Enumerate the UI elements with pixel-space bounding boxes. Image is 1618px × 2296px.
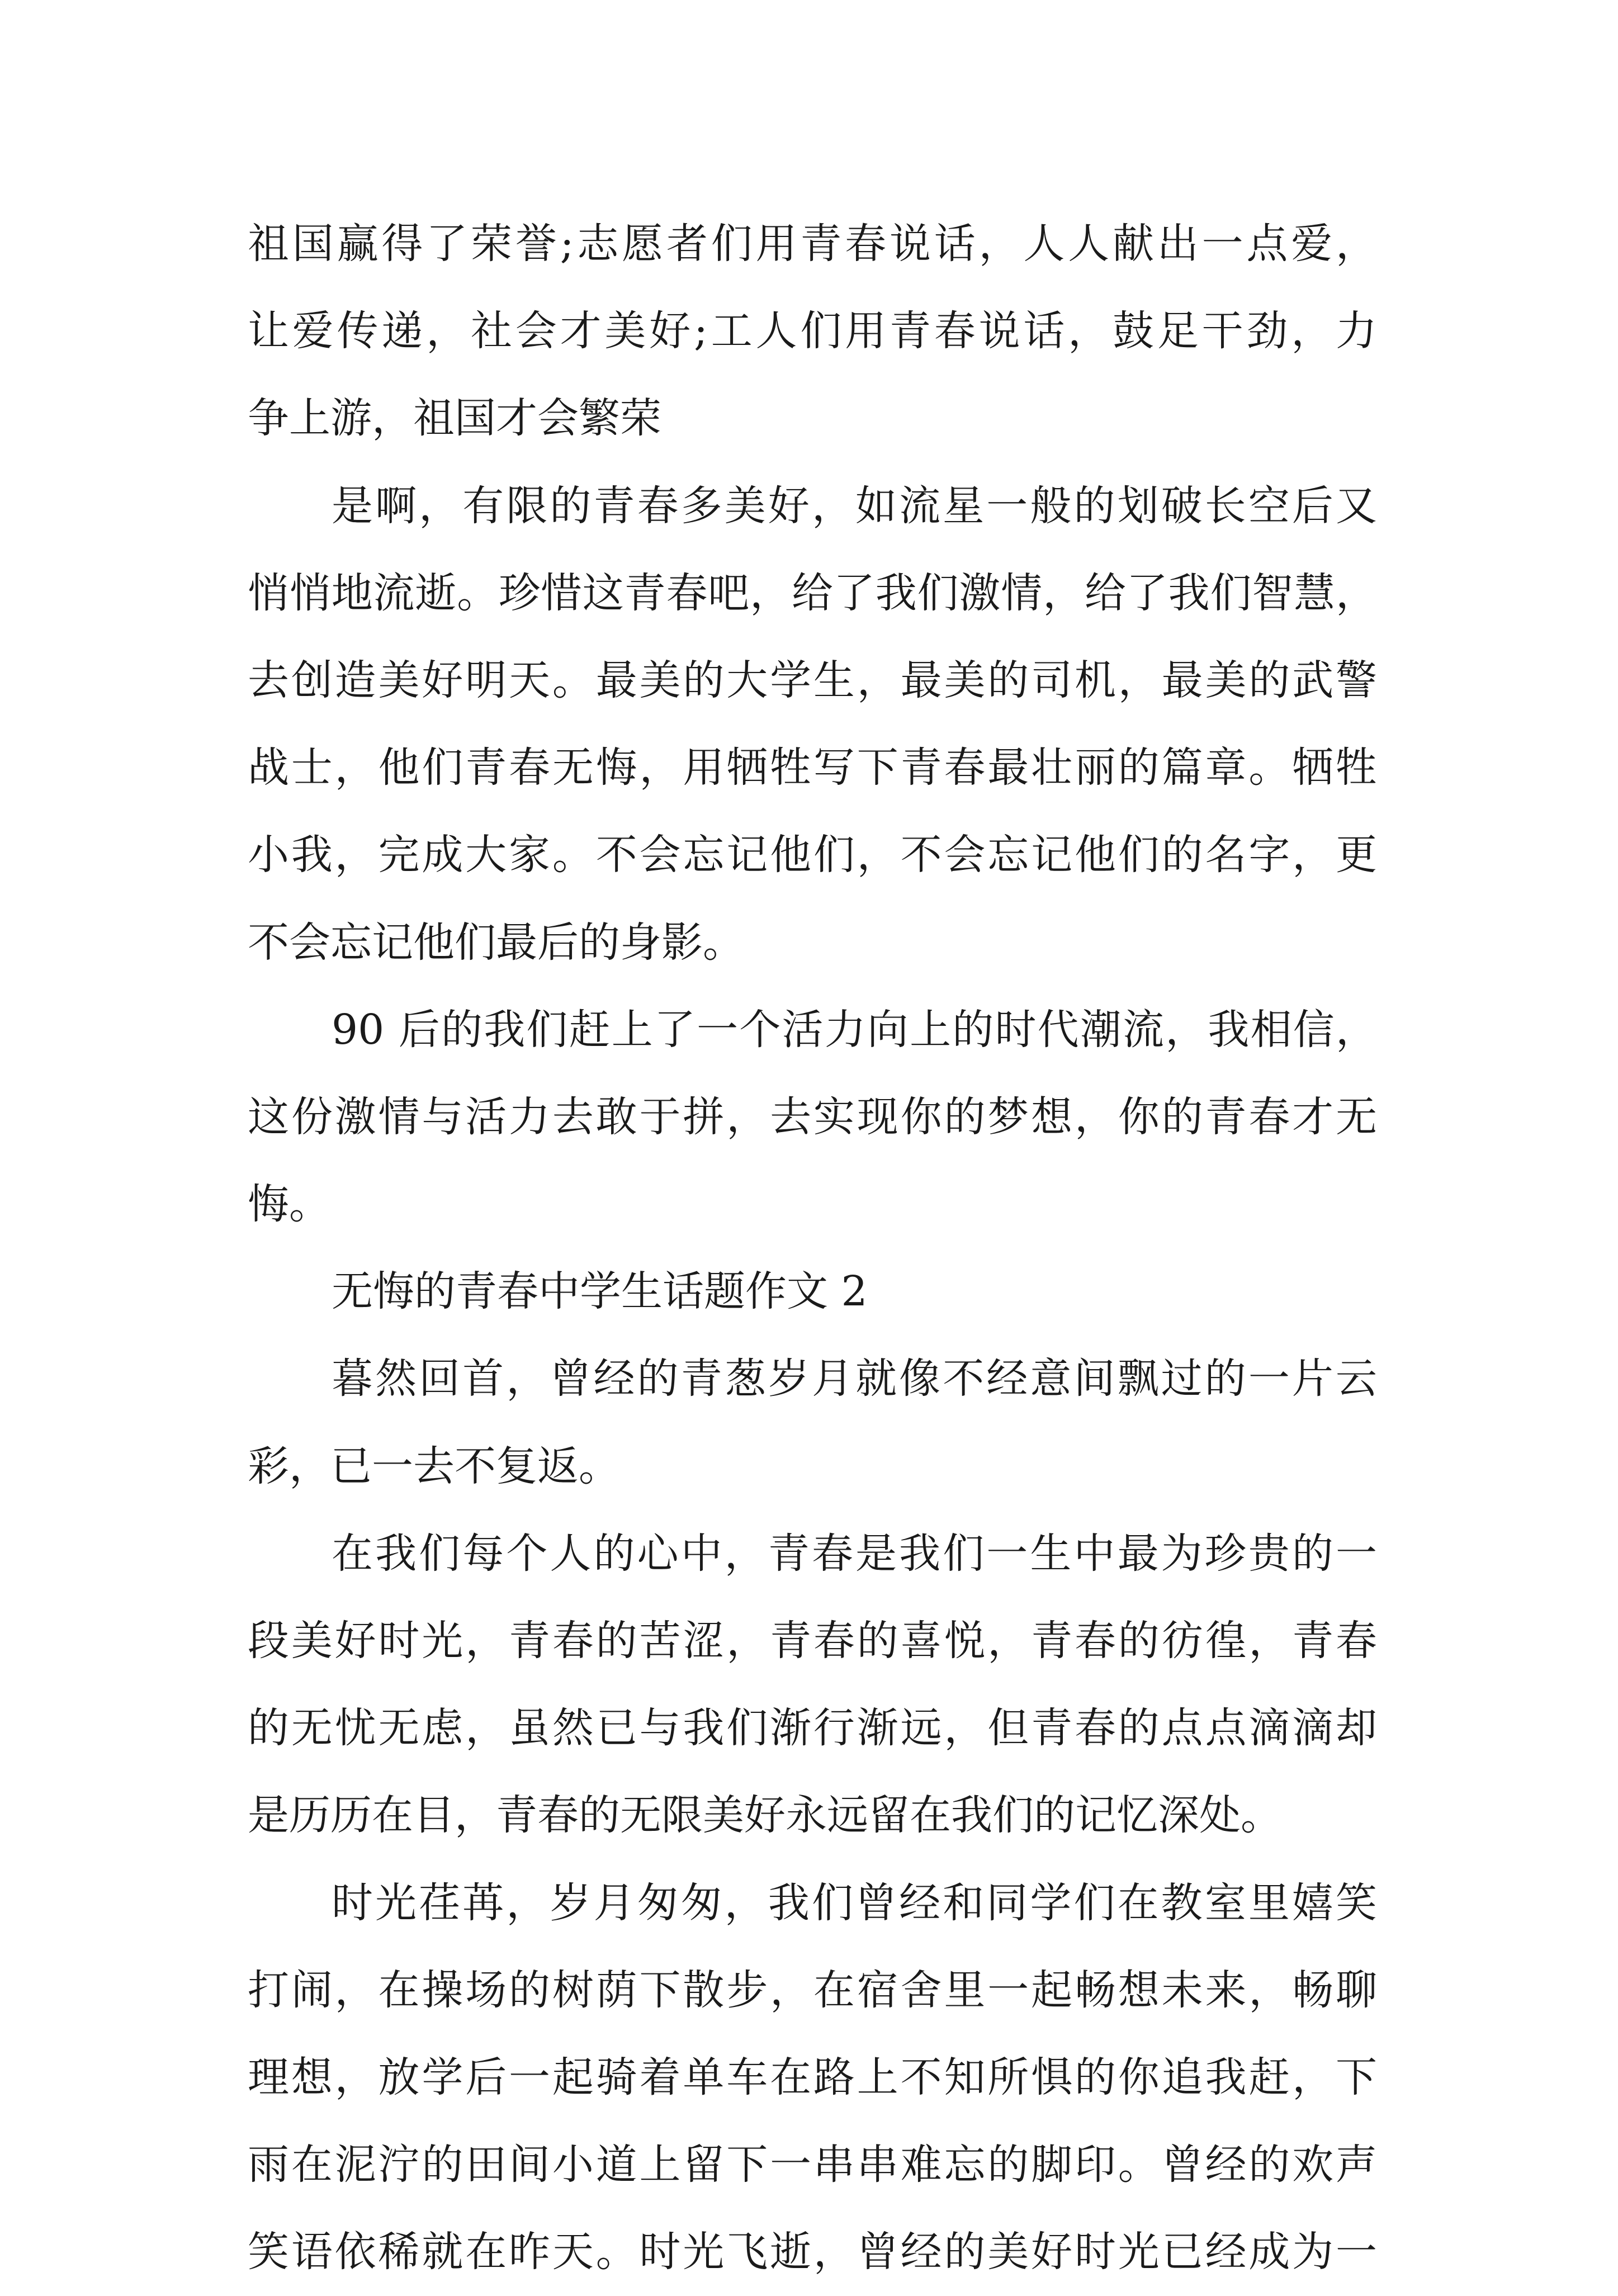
text-line: 笑语依稀就在昨天。时光飞逝，曾经的美好时光已经成为一 <box>248 2228 1377 2276</box>
paragraph <box>248 1335 1377 1509</box>
text-line: 无悔的青春中学生话题作文 2 <box>332 1267 868 1316</box>
text-line: 这份激情与活力去敢于拼，去实现你的梦想，你的青春才无 <box>248 1092 1377 1141</box>
text-line: 争上游，祖国才会繁荣 <box>248 394 661 443</box>
text-line: 时光荏苒，岁月匆匆，我们曾经和同学们在教室里嬉笑 <box>332 1878 1377 1927</box>
text-line: 理想，放学后一起骑着单车在路上不知所惧的你追我赶，下 <box>248 2053 1377 2101</box>
text-line: 让爱传递，社会才美好;工人们用青春说话，鼓足干劲，力 <box>248 307 1377 356</box>
text-line: 在我们每个人的心中，青春是我们一生中最为珍贵的一 <box>332 1529 1377 1578</box>
paragraph <box>248 462 1377 986</box>
text-line: 是历历在目，青春的无限美好永远留在我们的记忆深处。 <box>248 1791 1282 1840</box>
paragraph <box>248 200 1377 462</box>
text-line: 90 后的我们赶上了一个活力向上的时代潮流，我相信， <box>332 1005 1377 1054</box>
text-line: 祖国赢得了荣誉;志愿者们用青春说话，人人献出一点爱， <box>248 220 1377 268</box>
section-heading <box>248 1248 1377 1335</box>
text-line: 悄悄地流逝。珍惜这青春吧，给了我们激情，给了我们智慧， <box>248 569 1377 617</box>
paragraph <box>248 986 1377 1248</box>
text-line: 不会忘记他们最后的身影。 <box>248 918 744 967</box>
text-line: 段美好时光，青春的苦涩，青春的喜悦，青春的彷徨，青春 <box>248 1617 1377 1665</box>
paragraph <box>248 1859 1377 2296</box>
paragraph <box>248 1510 1377 1859</box>
text-line: 的无忧无虑，虽然已与我们渐行渐远，但青春的点点滴滴却 <box>248 1704 1377 1753</box>
text-line: 悔。 <box>248 1180 330 1229</box>
text-line: 暮然回首，曾经的青葱岁月就像不经意间飘过的一片云 <box>332 1355 1377 1403</box>
text-line: 战士，他们青春无悔，用牺牲写下青春最壮丽的篇章。牺牲 <box>248 744 1377 792</box>
text-line: 小我，完成大家。不会忘记他们，不会忘记他们的名字，更 <box>248 831 1377 879</box>
text-line: 彩，已一去不复返。 <box>248 1442 620 1490</box>
text-line: 是啊，有限的青春多美好，如流星一般的划破长空后又 <box>332 481 1377 530</box>
document-body <box>248 200 1377 2296</box>
text-line: 雨在泥泞的田间小道上留下一串串难忘的脚印。曾经的欢声 <box>248 2141 1377 2189</box>
text-line: 打闹，在操场的树荫下散步，在宿舍里一起畅想未来，畅聊 <box>248 1966 1377 2014</box>
text-line: 去创造美好明天。最美的大学生，最美的司机，最美的武警 <box>248 656 1377 704</box>
